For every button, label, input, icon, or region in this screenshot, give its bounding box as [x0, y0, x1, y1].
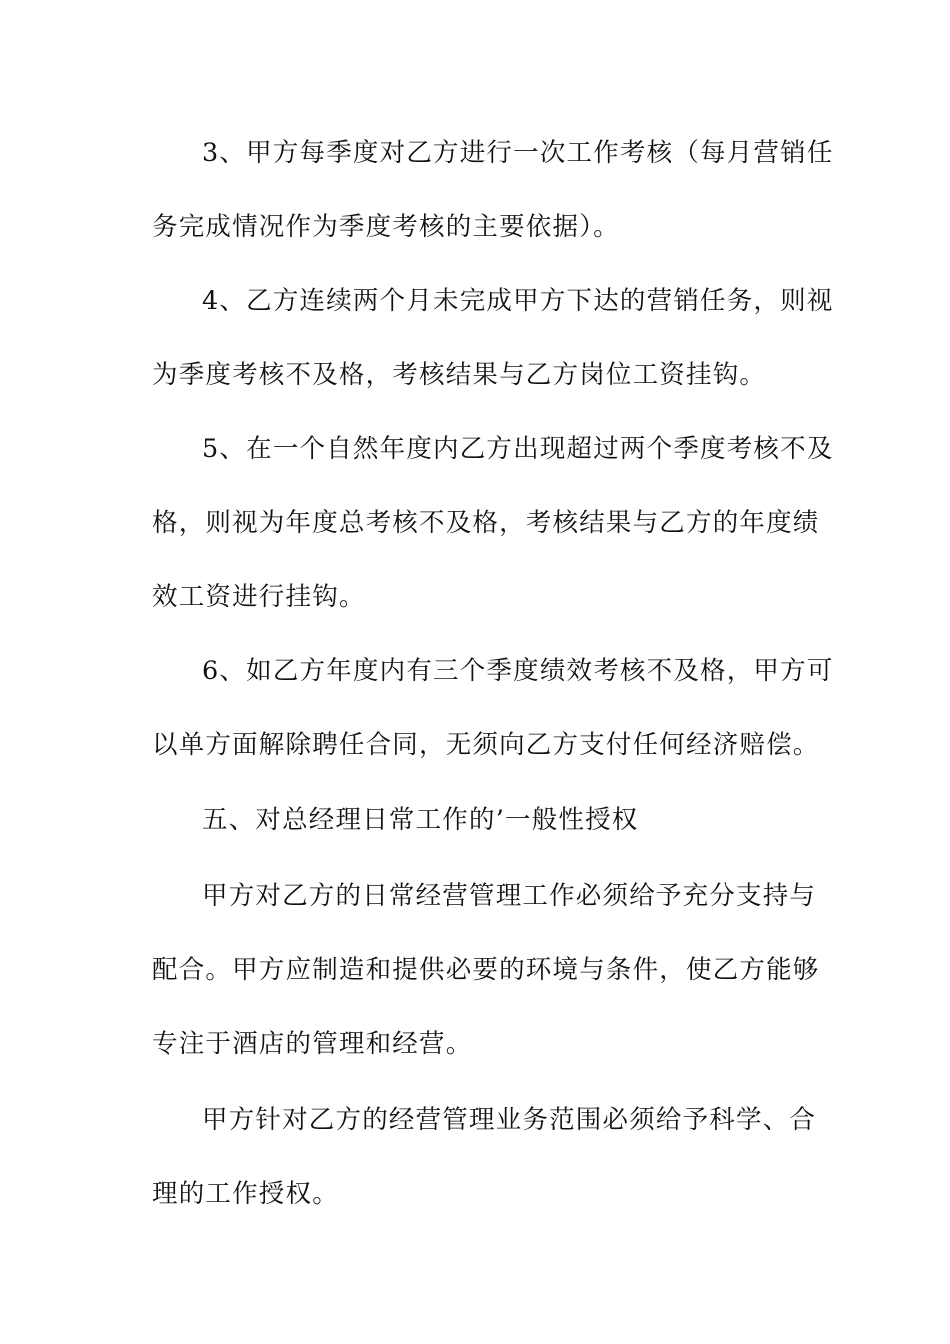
- paragraph-6-line-2: 以单方面解除聘任合同，无须向乙方支付任何经济赔偿。: [152, 730, 820, 760]
- paragraph-4-line-2: 为季度考核不及格，考核结果与乙方岗位工资挂钩。: [152, 360, 767, 390]
- paragraph-5-line-2: 格，则视为年度总考核不及格，考核结果与乙方的年度绩: [152, 508, 820, 538]
- paragraph-authorization-line-2: 理的工作授权。: [152, 1179, 339, 1209]
- paragraph-5-line-1: 5、在一个自然年度内乙方出现超过两个季度考核不及: [202, 434, 834, 464]
- paragraph-3-line-2: 务完成情况作为季度考核的主要依据）。: [152, 212, 620, 242]
- paragraph-3-line-1: 3、甲方每季度对乙方进行一次工作考核（每月营销任: [202, 138, 834, 168]
- paragraph-4-line-1: 4、乙方连续两个月未完成甲方下达的营销任务，则视: [202, 286, 834, 316]
- section-heading-5: 五、对总经理日常工作的’一般性授权: [202, 805, 639, 835]
- paragraph-support-line-3: 专注于酒店的管理和经营。: [152, 1029, 473, 1059]
- paragraph-support-line-2: 配合。甲方应制造和提供必要的环境与条件，使乙方能够: [152, 955, 820, 985]
- paragraph-authorization-line-1: 甲方针对乙方的经营管理业务范围必须给予科学、合: [202, 1105, 817, 1135]
- paragraph-5-line-3: 效工资进行挂钩。: [152, 582, 366, 612]
- paragraph-6-line-1: 6、如乙方年度内有三个季度绩效考核不及格，甲方可: [202, 656, 834, 686]
- paragraph-support-line-1: 甲方对乙方的日常经营管理工作必须给予充分支持与: [202, 881, 817, 911]
